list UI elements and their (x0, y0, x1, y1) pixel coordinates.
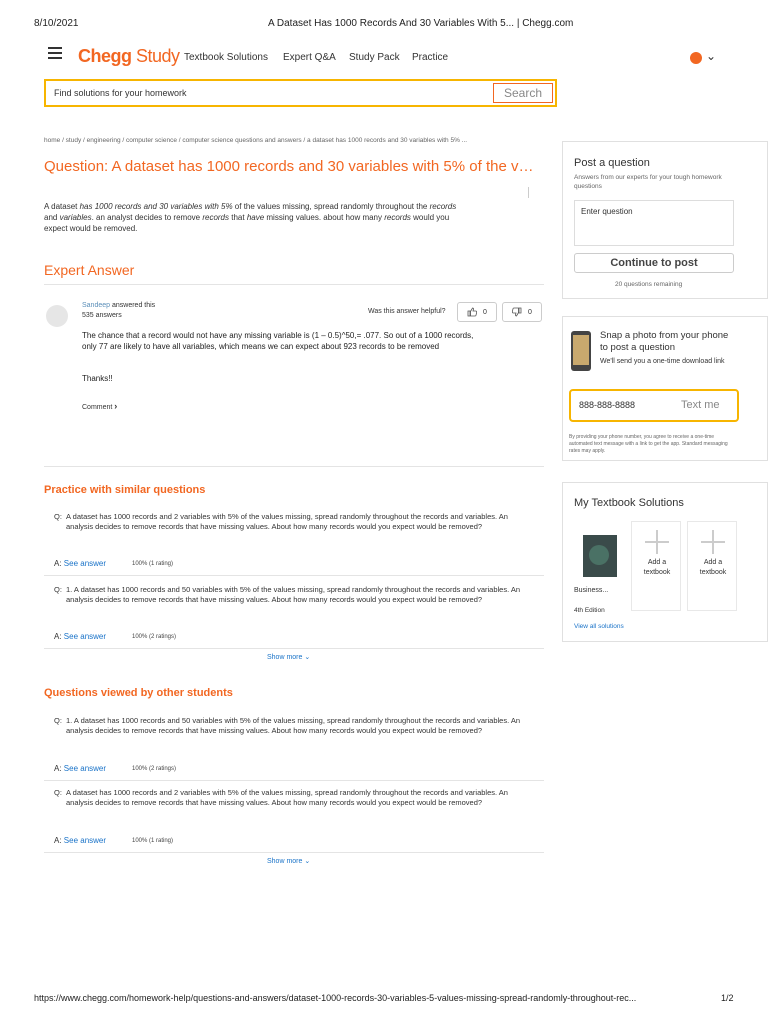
user-avatar[interactable] (690, 52, 702, 64)
helpful-label: Was this answer helpful? (368, 308, 446, 315)
author-name[interactable]: Sandeep (82, 302, 111, 309)
q-label: Q: (54, 585, 62, 594)
print-title: A Dataset Has 1000 Records And 30 Variables With 5... | Chegg.com (268, 18, 574, 29)
text-me-button[interactable]: Text me (681, 399, 720, 411)
textbook-edition: 4th Edition (574, 607, 605, 614)
answer-author (82, 302, 155, 309)
q-label: Q: (54, 716, 62, 725)
question-text: records (202, 213, 230, 222)
question-preview: 1. A dataset has 1000 records and 50 variables with 5% of the values missing, spread randomly throughout the records and variables. An analysis decides to remove records that have missing values. About how many records would you expect would be removed? (66, 716, 521, 735)
divider (44, 648, 544, 649)
phone-input[interactable]: 888-888-8888 (579, 400, 636, 410)
thumbs-down-button[interactable] (502, 302, 542, 322)
nav-study-pack[interactable]: Study Pack (349, 52, 400, 63)
add-textbook-label: Add a textbook (699, 559, 727, 576)
question-input[interactable]: Enter question (574, 200, 734, 246)
textbook-solutions-panel (562, 482, 768, 642)
show-more-label: Show more (267, 858, 303, 865)
breadcrumb: home / study / engineering / computer science / computer science questions and answers / a dataset has 1000 records and 30 variables with 5% ... (44, 137, 468, 144)
see-answer-link[interactable]: See answer (63, 836, 107, 845)
logo-product: Study (136, 46, 180, 66)
search-input[interactable] (54, 86, 484, 100)
rating: 100% (2 ratings) (132, 766, 177, 772)
phone-input-box (569, 389, 739, 422)
a-label: A: (54, 836, 62, 845)
continue-to-post-button[interactable]: Continue to post (574, 253, 734, 273)
comment-label: Comment (82, 404, 113, 411)
thumbs-down-icon (512, 307, 522, 317)
list-item[interactable] (54, 716, 524, 736)
answer-count: 535 answers (82, 312, 122, 319)
list-item[interactable] (54, 585, 524, 605)
practice-heading: Practice with similar questions (44, 484, 206, 496)
see-answer-link[interactable]: See answer (63, 632, 107, 641)
question-text: of the values missing, spread randomly throughout the (232, 202, 430, 211)
search-bar (44, 79, 557, 107)
question-text: missing values. about how many (264, 213, 385, 222)
search-button[interactable]: Search (493, 83, 553, 103)
answer-row (54, 559, 106, 568)
question-preview: 1. A dataset has 1000 records and 50 variables with 5% of the values missing, spread randomly throughout the records and variables. An analysis decides to remove records that have missing values. About how many records would you expect would be removed? (66, 585, 521, 604)
nav-expert-qa[interactable]: Expert Q&A (283, 52, 336, 63)
divider (44, 466, 544, 467)
answer-row (54, 764, 106, 773)
chevron-down-icon[interactable]: ⌄ (706, 49, 717, 63)
a-label: A: (54, 632, 62, 641)
answer-row (54, 836, 106, 845)
nav-textbook-solutions[interactable]: Textbook Solutions (184, 52, 268, 63)
list-item[interactable] (54, 788, 524, 808)
question-text: . an analyst decides to remove (91, 213, 203, 222)
thumbs-up-button[interactable] (457, 302, 497, 322)
chevron-down-icon: ⌄ (304, 858, 311, 865)
textbook-title[interactable]: Business... (574, 587, 609, 594)
question-text: variables (59, 213, 92, 222)
answer-thanks: Thanks!! (82, 374, 113, 383)
thumbs-up-count: 0 (483, 308, 487, 316)
print-url: https://www.chegg.com/homework-help/questions-and-answers/dataset-1000-records-30-variables-5-values-missing-spread-randomly-throughout-rec... (34, 993, 637, 1003)
question-text: have (246, 213, 265, 222)
question-preview: A dataset has 1000 records and 2 variables with 5% of the values missing, spread randomly throughout the records and variables. An analysis decides to remove records that have missing values. About how many records would you expect would be removed? (66, 512, 508, 531)
avatar (46, 305, 68, 327)
q-label: Q: (54, 788, 62, 797)
textbook-cover[interactable] (583, 535, 617, 577)
divider (44, 852, 544, 853)
comment-link[interactable] (82, 401, 117, 411)
questions-remaining: 20 questions remaining (615, 281, 683, 288)
print-date: 8/10/2021 (34, 18, 79, 29)
add-textbook-label: Add a textbook (643, 559, 671, 576)
answer-row (54, 632, 106, 641)
snap-title: Snap a photo from your phone to post a question (600, 330, 729, 353)
answer-text: The chance that a record would not have any missing variable is (1 – 0.5)^50,= .077. So out of a 1000 records, only 77 are likely to have all variables, which means we can expect about 923 records to be removed (82, 331, 474, 351)
post-question-subtitle: Answers from our experts for your tough homework questions (574, 174, 722, 190)
question-text: A dataset (44, 202, 80, 211)
show-more-button[interactable] (267, 653, 310, 661)
show-more-label: Show more (267, 654, 303, 661)
thumbs-down-count: 0 (528, 308, 532, 316)
snap-subtitle: We'll send you a one-time download link (600, 358, 725, 365)
post-question-panel (562, 141, 768, 299)
question-text: would you expect would be removed. (44, 213, 450, 233)
question-body (44, 201, 464, 234)
rating: 100% (1 rating) (132, 838, 174, 844)
chevron-right-icon: › (114, 401, 118, 411)
list-item[interactable] (54, 512, 524, 532)
expert-answer-heading: Expert Answer (44, 262, 135, 278)
hamburger-menu-icon[interactable] (48, 47, 62, 62)
show-more-button[interactable] (267, 857, 310, 865)
post-question-title: Post a question (574, 157, 650, 169)
logo-brand: Chegg (78, 46, 132, 66)
phone-image (571, 331, 591, 371)
plus-icon (645, 530, 669, 554)
q-label: Q: (54, 512, 62, 521)
snap-photo-panel (562, 316, 768, 461)
a-label: A: (54, 764, 62, 773)
chevron-down-icon: ⌄ (304, 654, 311, 661)
chegg-study-logo[interactable] (78, 46, 180, 67)
print-page: 1/2 (721, 993, 734, 1003)
nav-practice[interactable]: Practice (412, 52, 449, 63)
divider (44, 575, 544, 576)
divider (44, 780, 544, 781)
divider (528, 187, 529, 198)
question-text: has 1000 records and 30 variables with 5% (79, 202, 233, 211)
add-textbook-button[interactable] (631, 521, 681, 611)
question-title: Question: A dataset has 1000 records and 30 variables with 5% of the v… (44, 158, 534, 175)
divider (44, 284, 544, 285)
question-text: that (229, 213, 247, 222)
question-text: records (384, 213, 411, 222)
snap-disclaimer: By providing your phone number, you agree to receive a one-time automated text message with a link to get the app. Standard messaging rates may apply. (569, 434, 728, 454)
question-text: and (44, 213, 60, 222)
see-answer-link[interactable]: See answer (63, 559, 107, 568)
rating: 100% (2 ratings) (132, 634, 177, 640)
viewed-heading: Questions viewed by other students (44, 687, 233, 699)
question-text: records (429, 202, 457, 211)
answered-label: answered this (111, 302, 156, 309)
rating: 100% (1 rating) (132, 561, 174, 567)
a-label: A: (54, 559, 62, 568)
textbook-panel-title: My Textbook Solutions (574, 497, 684, 509)
view-all-solutions-link[interactable]: View all solutions (574, 623, 624, 630)
plus-icon (701, 530, 725, 554)
add-textbook-button[interactable] (687, 521, 737, 611)
question-preview: A dataset has 1000 records and 2 variables with 5% of the values missing, spread randomly throughout the records and variables. An analysis decides to remove records that have missing values. About how many records would you expect would be removed? (66, 788, 508, 807)
thumbs-up-icon (467, 307, 477, 317)
see-answer-link[interactable]: See answer (63, 764, 107, 773)
